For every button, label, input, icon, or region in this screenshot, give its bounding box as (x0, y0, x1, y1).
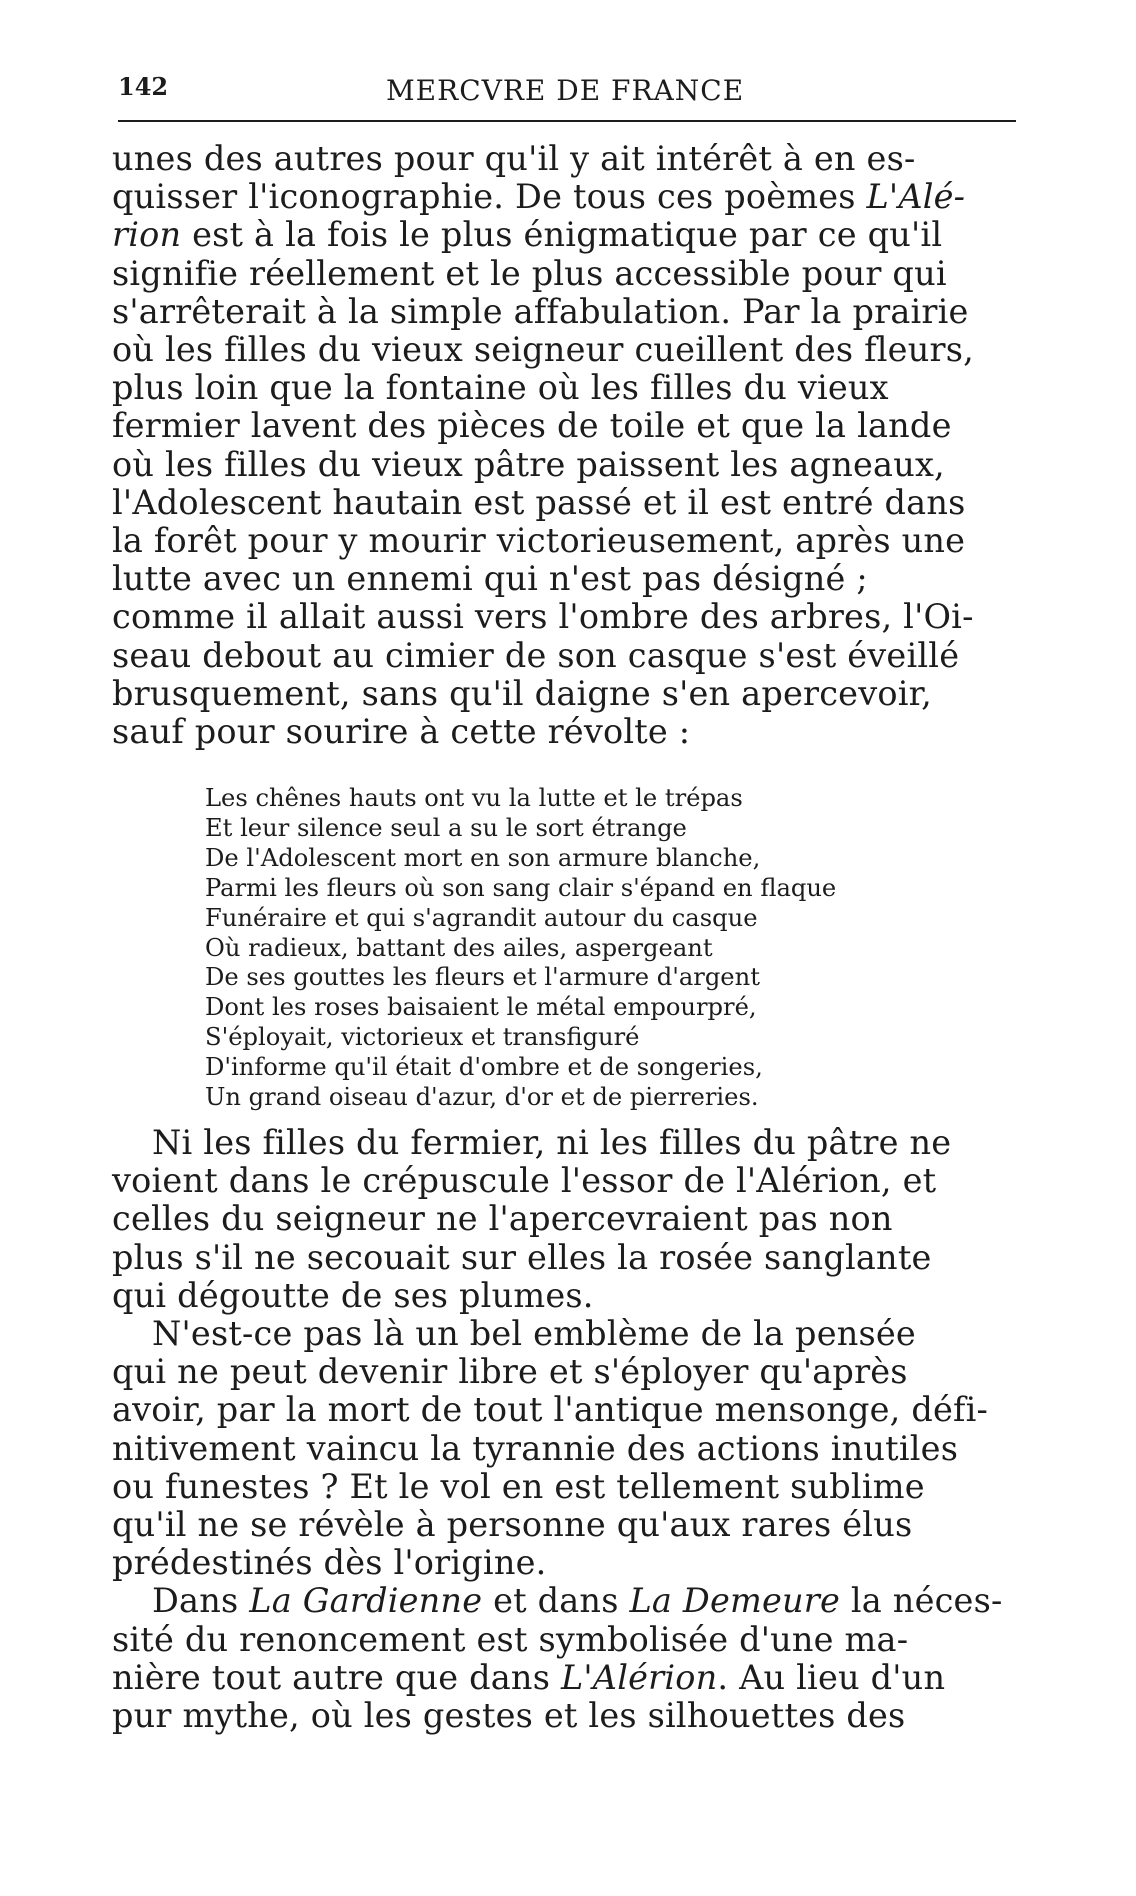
text-run: quisser l'iconographie. De tous ces poèmes (112, 177, 867, 217)
text-line: voient dans le crépuscule l'essor de l'Alérion, et (112, 1161, 937, 1201)
verse-line: Parmi les fleurs où son sang clair s'épand en flaque (205, 873, 837, 902)
page-header (118, 72, 1018, 112)
verse-line: De l'Adolescent mort en son armure blanche, (205, 843, 761, 872)
text-line: comme il allait aussi vers l'ombre des arbres, l'Oi- (112, 597, 974, 637)
running-head: MERCVRE DE FRANCE (386, 74, 745, 107)
body-continuation (112, 1124, 1012, 1735)
text-line: prédestinés dès l'origine. (112, 1543, 547, 1583)
text-line: où les filles du vieux seigneur cueillent des fleurs, (112, 330, 974, 370)
text-line: sauf pour sourire à cette révolte : (112, 712, 691, 752)
verse-line: Où radieux, battant des ailes, aspergeant (205, 933, 713, 962)
verse-line: Et leur silence seul a su le sort étrange (205, 813, 687, 842)
text-line (112, 216, 1012, 254)
text-line: lutte avec un ennemi qui n'est pas désigné ; (112, 559, 868, 599)
text-line (112, 1659, 1012, 1697)
text-line: avoir, par la mort de tout l'antique mensonge, défi- (112, 1390, 989, 1430)
italic-title: La Demeure (629, 1581, 841, 1621)
text-run: . Au lieu d'un (717, 1657, 946, 1697)
italic-title: L'Alé- (866, 177, 966, 217)
verse-quotation (205, 784, 905, 1113)
paragraph-2 (112, 1124, 1012, 1315)
italic-title: L'Alérion (560, 1657, 718, 1697)
text-run: et dans (482, 1581, 630, 1621)
text-line: l'Adolescent hautain est passé et il est entré dans (112, 482, 966, 522)
text-line: où les filles du vieux pâtre paissent les agneaux, (112, 444, 945, 484)
text-run: est à la fois le plus énigmatique par ce qu'il (181, 215, 943, 255)
verse-line: De ses gouttes les fleurs et l'armure d'argent (205, 963, 760, 992)
header-rule (118, 120, 1016, 122)
text-line (112, 1582, 1012, 1620)
text-line (112, 178, 1012, 216)
verse-line: S'éployait, victorieux et transfiguré (205, 1023, 640, 1052)
text-line: brusquement, sans qu'il daigne s'en apercevoir, (112, 673, 932, 713)
text-run: Dans (152, 1581, 250, 1621)
paragraph-4 (112, 1582, 1012, 1735)
text-line: Ni les filles du fermier, ni les filles du pâtre ne (152, 1123, 952, 1162)
text-line: ou funestes ? Et le vol en est tellement sublime (112, 1466, 925, 1506)
verse-line: Les chênes hauts ont vu la lutte et le trépas (205, 784, 743, 812)
text-line: N'est-ce pas là un bel emblème de la pensée (152, 1314, 916, 1354)
italic-title: La Gardienne (249, 1581, 483, 1621)
verse-line: D'informe qu'il était d'ombre et de songeries, (205, 1053, 763, 1082)
paragraph-3 (112, 1315, 1012, 1582)
page-number: 142 (118, 72, 169, 101)
text-run: nière tout autre que dans (112, 1657, 561, 1697)
text-line: nitivement vaincu la tyrannie des actions inutiles (112, 1428, 959, 1468)
italic-title: rion (112, 215, 182, 255)
text-line: fermier lavent des pièces de toile et que la lande (112, 406, 952, 446)
text-line: s'arrêterait à la simple affabulation. Par la prairie (112, 291, 969, 331)
verse-line: Dont les roses baisaient le métal empourpré, (205, 993, 757, 1022)
text-line: seau debout au cimier de son casque s'est éveillé (112, 635, 960, 675)
text-line: sité du renoncement est symbolisée d'une ma- (112, 1619, 909, 1659)
verse-line: Un grand oiseau d'azur, d'or et de pierreries. (205, 1083, 759, 1112)
text-run: la néces- (840, 1581, 1003, 1621)
text-line: la forêt pour y mourir victorieusement, après une (112, 521, 966, 561)
text-line: pur mythe, où les gestes et les silhouettes des (112, 1696, 906, 1736)
verse-line: Funéraire et qui s'agrandit autour du casque (205, 903, 758, 932)
text-line: plus loin que la fontaine où les filles du vieux (112, 368, 889, 408)
text-line: qui dégoutte de ses plumes. (112, 1275, 594, 1315)
text-line: celles du seigneur ne l'apercevraient pas non (112, 1199, 893, 1239)
text-line: qu'il ne se révèle à personne qu'aux rares élus (112, 1505, 913, 1545)
text-line: qui ne peut devenir libre et s'éployer qu'après (112, 1352, 908, 1392)
text-line: signifie réellement et le plus accessible pour qui (112, 253, 947, 293)
text-line: plus s'il ne secouait sur elles la rosée sanglante (112, 1237, 932, 1277)
paragraph-1 (112, 140, 1012, 751)
text-line: unes des autres pour qu'il y ait intérêt à en es- (112, 139, 916, 178)
